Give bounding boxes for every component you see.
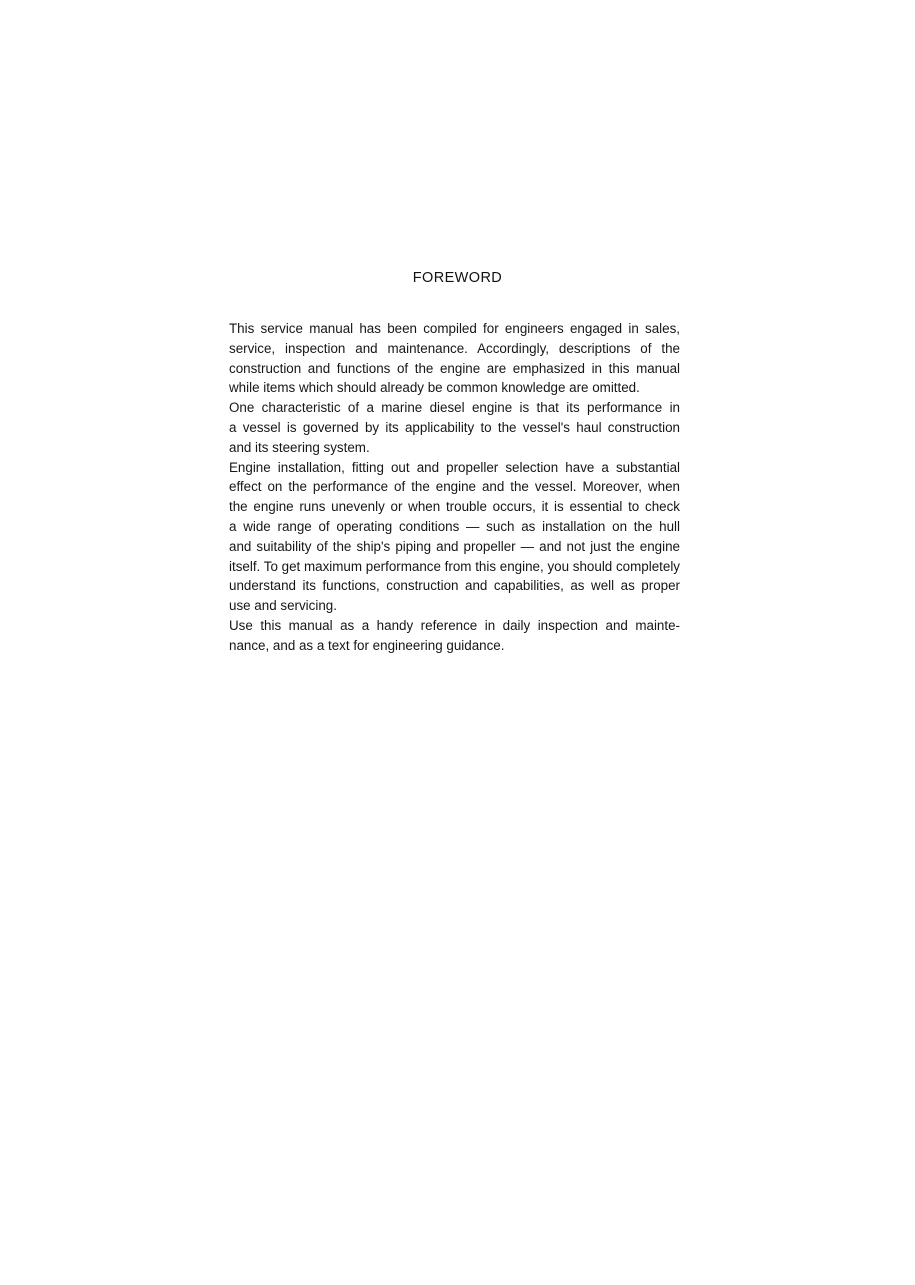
text-line: Use this manual as a handy reference in daily inspection and mainte- xyxy=(229,617,680,633)
page-title: FOREWORD xyxy=(412,270,503,286)
text-line: a wide range of operating conditions — such as installation on the hull xyxy=(229,518,680,534)
text-line: nance, and as a text for engineering guidance. xyxy=(229,637,505,653)
paragraph-usage xyxy=(229,616,680,656)
text-line: use and servicing. xyxy=(229,598,337,614)
text-line: effect on the performance of the engine and the vessel. Moreover, when xyxy=(229,479,680,495)
text-line: the engine runs unevenly or when trouble occurs, it is essential to check xyxy=(229,499,680,515)
text-line: while items which should already be common knowledge are omitted. xyxy=(229,380,640,396)
text-line: service, inspection and maintenance. Accordingly, descriptions of the xyxy=(229,340,680,356)
text-line: understand its functions, construction and capabilities, as well as proper xyxy=(229,578,680,594)
text-line: itself. To get maximum performance from this engine, you should completely xyxy=(229,558,680,574)
text-line: This service manual has been compiled for engineers engaged in sales, xyxy=(229,321,680,336)
text-line: Engine installation, fitting out and propeller selection have a substantial xyxy=(229,459,680,475)
text-line: and suitability of the ship's piping and propeller — and not just the engine xyxy=(229,538,680,554)
paragraph-intro xyxy=(229,319,680,398)
paragraph-installation xyxy=(229,458,680,616)
text-line: One characteristic of a marine diesel engine is that its performance in xyxy=(229,400,680,416)
paragraph-characteristic xyxy=(229,398,680,457)
text-line: construction and functions of the engine are emphasized in this manual xyxy=(229,360,680,376)
text-line: a vessel is governed by its applicability to the vessel's haul construction xyxy=(229,419,680,435)
foreword-body xyxy=(229,319,680,656)
text-line: and its steering system. xyxy=(229,439,370,455)
